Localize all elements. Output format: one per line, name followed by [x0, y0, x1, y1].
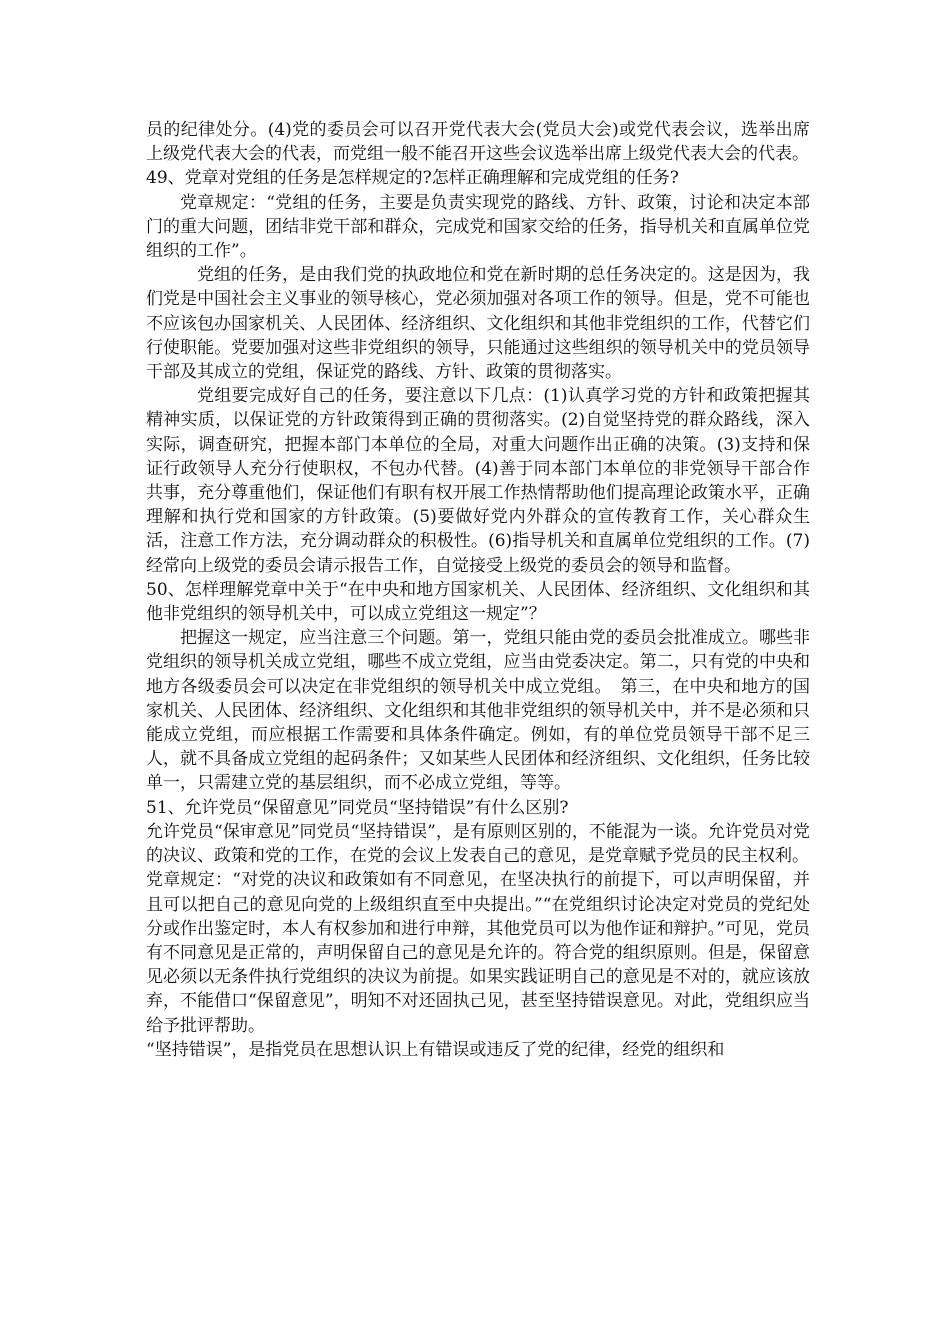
question-heading-51: 51、允许党员“保留意见”同党员“坚持错误”有什么区别?: [146, 797, 569, 818]
paragraph-continuation: 员的纪律处分。(4)党的委员会可以召开党代表大会(党员大会)或党代表会议，选举出席上级党代表大会的代表，而党组一般不能召开这些会议选举出席上级党代表大会的代表。: [146, 120, 810, 165]
paragraph-50-answer: 把握这一规定，应当注意三个问题。第一，党组只能由党的委员会批准成立。哪些非党组织的领导机关成立党组，哪些不成立党组，应当由党委决定。第二，只有党的中央和地方各级委员会可以决定在非党组织的领导机关中成立党组。 第三，在中央和地方的国家机关、人民团体、经济组织、文化组织和其他非党组织的领导机关中，并不是必须和只能成立党组，而应根据工作需要和具体条件确定。例如，有的单位党员领导干部不足三人，就不具备成立党组的起码条件；又如某些人民团体和经济组织、文化组织，任务比较单一，只需建立党的基层组织，而不必成立党组，等等。: [146, 628, 810, 794]
document-body: [146, 118, 810, 1062]
paragraph-51-intro: 允许党员“保审意见”同党员“坚持错误”，是有原则区别的，不能混为一谈。允许党员对党的决议、政策和党的工作，在党的会议上发表自己的意见，是党章赋予党员的民主权利。: [146, 821, 810, 867]
question-heading-49: 49、党章对党组的任务是怎样规定的?怎样正确理解和完成党组的任务?: [146, 168, 679, 189]
paragraph-49-quote: 党章规定：“党组的任务，主要是负责实现党的路线、方针、政策，讨论和决定本部门的重大问题，团结非党干部和群众，完成党和国家交给的任务，指导机关和直属单位党组织的工作”。: [146, 192, 810, 262]
question-heading-50: 50、怎样理解党章中关于“在中央和地方国家机关、人民团体、经济组织、文化组织和其 他非党组织的领导机关中，可以成立党组这一规定”？: [146, 579, 810, 625]
paragraph-51-rules: 党章规定：“对党的决议和政策如有不同意见，在坚决执行的前提下，可以声明保留，并且可以把自己的意见向党的上级组织直至中央提出。”“在党组织讨论决定对党员的党纪处分或作出鉴定时，本人有权参加和进行申辩，其他党员可以为他作证和辩护。”可见，党员有不同意见是正常的，声明保留自己的意见是允许的。符合党的组织原则。但是，保留意见必须以无条件执行党组织的决议为前提。如果实践证明自己的意见是不对的，就应该放弃，不能借口“保留意见”，明知不对还固执己见，甚至坚持错误意见。对此，党组织应当给予批评帮助。: [146, 870, 810, 1036]
paragraph-49-explanation: 党组的任务，是由我们党的执政地位和党在新时期的总任务决定的。这是因为，我们党是中国社会主义事业的领导核心，党必须加强对各项工作的领导。但是，党不可能也不应该包办国家机关、人民团体、经济组织、文化组织和其他非党组织的工作，代替它们行使职能。党要加强对这些非党组织的领导，只能通过这些组织的领导机关中的党员领导干部及其成立的党组，保证党的路线、方针、政策的贯彻落实。: [146, 265, 810, 383]
paragraph-49-points: 党组要完成好自己的任务，要注意以下几点：(1)认真学习党的方针和政策把握其精神实质，以保证党的方针政策得到正确的贯彻落实。(2)自觉坚持党的群众路线，深入实际，调查研究，把握本部门本单位的全局，对重大问题作出正确的决策。(3)支持和保证行政领导人充分行使职权，不包办代替。(4)善于同本部门本单位的非党领导干部合作共事，充分尊重他们，保证他们有职有权开展工作热情帮助他们提高理论政策水平，正确理解和执行党和国家的方针政策。(5)要做好党内外群众的宣传教育工作，关心群众生活，注意工作方法，充分调动群众的积极性。(6)指导机关和直属单位党组织的工作。(7)经常向上级党的委员会请示报告工作，自觉接受上级党的委员会的领导和监督。: [146, 386, 810, 576]
paragraph-51-error: “坚持错误”，是指党员在思想认识上有错误或违反了党的纪律，经党的组织和: [146, 1039, 725, 1060]
